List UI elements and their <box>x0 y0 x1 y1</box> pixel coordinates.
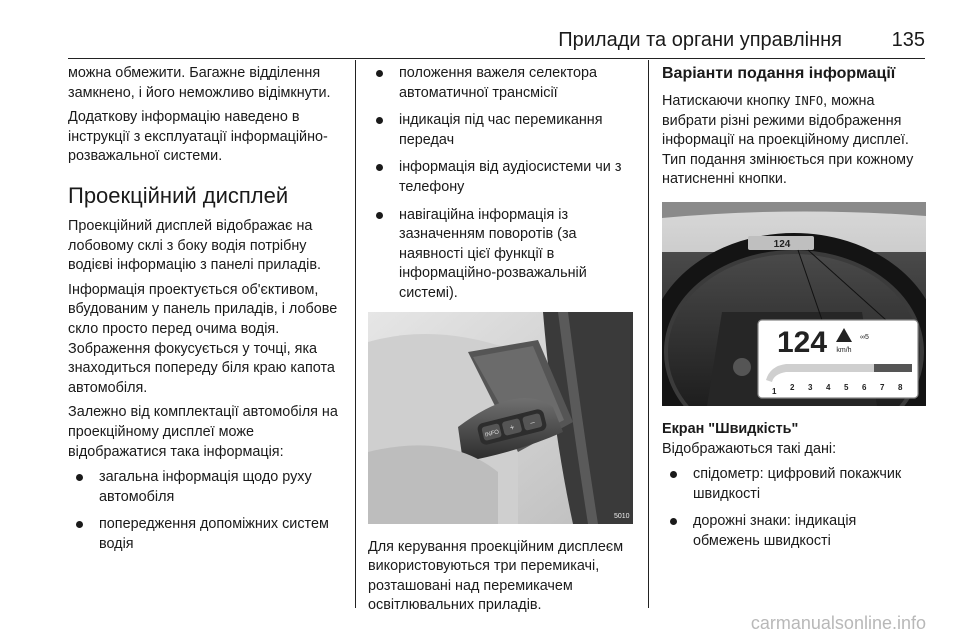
column-right <box>662 60 926 560</box>
rpm-label: 2 <box>790 382 795 392</box>
hud-speed-small: 124 <box>773 238 791 250</box>
column-divider-2 <box>648 60 649 608</box>
section-heading: Варіанти подання інформації <box>662 65 896 82</box>
rpm-label: 1 <box>772 386 777 396</box>
page-number: 135 <box>891 29 925 51</box>
paragraph: Інформація проектується об'єктивом, вбудованим у панель приладів, і лобове скло просто перед очима водія. Зображення фокусується у точці, яка знаходиться попереду біля краю капота автомобіля. <box>68 281 338 396</box>
list-item: навігаційна інформація із зазначенням поворотів (за наявності цієї функції в інформаційно-розважальній системі). <box>368 206 633 304</box>
list-item: інформація від аудіосистеми чи з телефону <box>368 158 633 197</box>
list-item: загальна інформація щодо руху автомобіля <box>68 468 346 507</box>
list-item: попередження допоміжних систем водія <box>68 515 346 554</box>
rpm-label: 7 <box>880 382 885 392</box>
subheading: Екран "Швидкість" <box>662 420 799 437</box>
paragraph: Натискаючи кнопку INFO, можна вибрати різні режими відображення інформації на проекційному дисплеї. Тип подання змінюється при кожному натисненні кнопки. <box>662 93 914 188</box>
column-middle <box>368 60 633 616</box>
button-label: + <box>508 422 516 432</box>
bullet-list <box>662 465 926 551</box>
info-button-code: INFO <box>794 94 824 108</box>
header-rule <box>68 58 925 59</box>
stalk-switch-figure <box>368 312 633 524</box>
list-item: спідометр: цифровий покажчик швидкості <box>662 465 926 504</box>
bullet-list <box>368 64 633 304</box>
figure-caption: Для керування проекційним дисплеєм використовуються три перемикачі, розташовані над перемикачем освітлювальних приладів. <box>368 538 624 614</box>
page-header <box>0 0 960 60</box>
rpm-label: 6 <box>862 382 867 392</box>
watermark: carmanualsonline.info <box>750 613 926 633</box>
list-item: індикація під час перемикання передач <box>368 111 633 150</box>
paragraph: Відображаються такі дані: <box>662 440 837 457</box>
list-item: положення важеля селектора автоматичної трансмісії <box>368 64 633 103</box>
paragraph: Залежно від комплектації автомобіля на проекційному дисплеї може відображатися така інформація: <box>68 404 338 460</box>
hud-speed-value: 124 <box>776 325 828 359</box>
paragraph: Проекційний дисплей відображає на лобовому склі з боку водія потрібну водієві інформацію з панелі приладів. <box>68 217 321 274</box>
button-label: – <box>529 417 536 427</box>
image-code: 5010 <box>614 512 630 520</box>
paragraph: Додаткову інформацію наведено в інструкції з експлуатації інформаційно-розважальної системи. <box>68 109 328 165</box>
button-label: INFO <box>484 428 500 439</box>
rpm-label: 5 <box>844 382 849 392</box>
column-divider-1 <box>355 60 356 608</box>
page-title: Прилади та органи управління <box>558 29 842 51</box>
hud-speed-unit: km/h <box>836 346 852 354</box>
section-heading: Проекційний дисплей <box>68 182 289 208</box>
column-left <box>68 60 346 562</box>
paragraph: можна обмежити. Багажне відділення замкнено, і його неможливо відімкнути. <box>68 65 331 101</box>
hud-limit-indicator: ∞5 <box>860 333 869 341</box>
rpm-label: 8 <box>898 382 903 392</box>
bullet-list <box>68 468 346 554</box>
rpm-label: 3 <box>808 382 813 392</box>
rpm-label: 4 <box>826 382 831 392</box>
list-item: дорожні знаки: індикація обмежень швидкості <box>662 512 926 551</box>
hud-speed-figure <box>662 202 926 406</box>
